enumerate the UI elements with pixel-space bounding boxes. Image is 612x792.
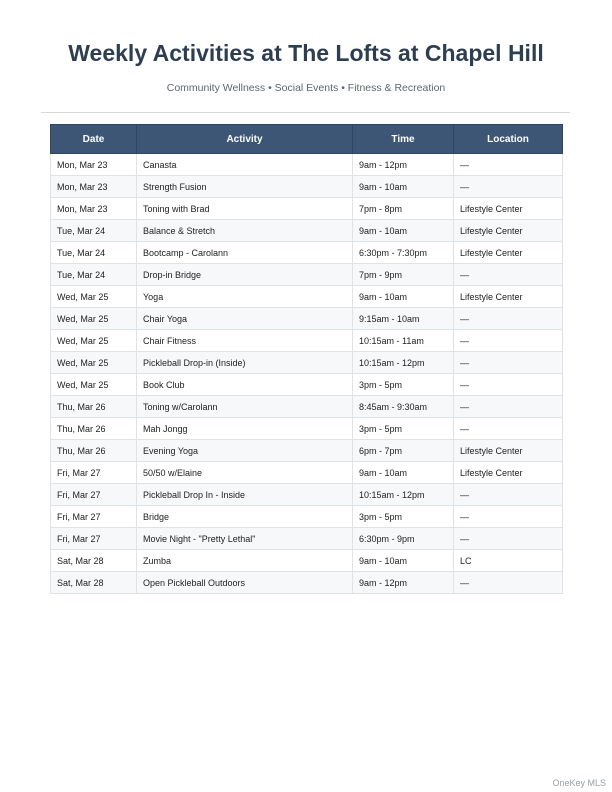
cell-time: 7pm - 8pm [353,198,454,220]
cell-date: Sat, Mar 28 [51,572,137,594]
cell-activity: Drop-in Bridge [137,264,353,286]
cell-location: — [454,396,563,418]
cell-location: Lifestyle Center [454,440,563,462]
cell-location: — [454,352,563,374]
cell-time: 9am - 10am [353,176,454,198]
cell-activity: 50/50 w/Elaine [137,462,353,484]
cell-time: 10:15am - 12pm [353,352,454,374]
cell-time: 9am - 12pm [353,572,454,594]
cell-date: Mon, Mar 23 [51,198,137,220]
table-row [51,572,563,594]
cell-time: 3pm - 5pm [353,506,454,528]
cell-time: 10:15am - 11am [353,330,454,352]
cell-location: LC [454,550,563,572]
cell-time: 7pm - 9pm [353,264,454,286]
column-header-location: Location [454,125,563,154]
page-subtitle: Community Wellness • Social Events • Fitness & Recreation [166,82,446,94]
table-row [51,220,563,242]
cell-date: Mon, Mar 23 [51,154,137,176]
table-row [51,308,563,330]
cell-date: Wed, Mar 25 [51,308,137,330]
cell-activity: Toning with Brad [137,198,353,220]
table-body [51,154,563,594]
cell-activity: Zumba [137,550,353,572]
cell-time: 9am - 10am [353,220,454,242]
cell-activity: Balance & Stretch [137,220,353,242]
cell-activity: Bridge [137,506,353,528]
cell-location: — [454,528,563,550]
divider [41,112,570,113]
table-row [51,550,563,572]
cell-location: — [454,484,563,506]
cell-location: Lifestyle Center [454,198,563,220]
cell-date: Thu, Mar 26 [51,396,137,418]
table-row [51,154,563,176]
cell-time: 6pm - 7pm [353,440,454,462]
table-row [51,330,563,352]
cell-time: 10:15am - 12pm [353,484,454,506]
cell-location: — [454,308,563,330]
table-row [51,176,563,198]
cell-date: Wed, Mar 25 [51,330,137,352]
header-row [51,125,563,154]
column-header-time: Time [353,125,454,154]
column-header-activity: Activity [137,125,353,154]
table-row [51,264,563,286]
table-row [51,506,563,528]
cell-time: 9am - 12pm [353,154,454,176]
table-row [51,352,563,374]
cell-date: Sat, Mar 28 [51,550,137,572]
activities-table [50,124,563,594]
cell-activity: Bootcamp - Carolann [137,242,353,264]
cell-date: Fri, Mar 27 [51,462,137,484]
cell-activity: Pickleball Drop In - Inside [137,484,353,506]
cell-location: Lifestyle Center [454,220,563,242]
cell-time: 6:30pm - 7:30pm [353,242,454,264]
cell-activity: Toning w/Carolann [137,396,353,418]
cell-location: — [454,176,563,198]
cell-time: 3pm - 5pm [353,374,454,396]
cell-location: — [454,330,563,352]
cell-location: Lifestyle Center [454,242,563,264]
cell-activity: Open Pickleball Outdoors [137,572,353,594]
cell-date: Tue, Mar 24 [51,242,137,264]
table-row [51,528,563,550]
table-row [51,396,563,418]
cell-activity: Mah Jongg [137,418,353,440]
cell-location: — [454,506,563,528]
cell-date: Thu, Mar 26 [51,418,137,440]
cell-location: — [454,154,563,176]
table-row [51,418,563,440]
column-header-date: Date [51,125,137,154]
cell-date: Wed, Mar 25 [51,286,137,308]
cell-activity: Movie Night - "Pretty Lethal" [137,528,353,550]
watermark: OneKey MLS [552,778,606,788]
table-row [51,462,563,484]
cell-location: — [454,572,563,594]
table-row [51,374,563,396]
table-row [51,286,563,308]
page-title: Weekly Activities at The Lofts at Chapel Hill [68,40,544,66]
cell-time: 8:45am - 9:30am [353,396,454,418]
cell-location: — [454,264,563,286]
cell-date: Mon, Mar 23 [51,176,137,198]
cell-activity: Canasta [137,154,353,176]
cell-time: 9am - 10am [353,550,454,572]
cell-time: 9am - 10am [353,286,454,308]
cell-date: Fri, Mar 27 [51,506,137,528]
cell-date: Fri, Mar 27 [51,484,137,506]
cell-activity: Chair Yoga [137,308,353,330]
cell-date: Wed, Mar 25 [51,352,137,374]
cell-activity: Pickleball Drop-in (Inside) [137,352,353,374]
cell-activity: Chair Fitness [137,330,353,352]
cell-location: Lifestyle Center [454,462,563,484]
cell-time: 9:15am - 10am [353,308,454,330]
cell-activity: Strength Fusion [137,176,353,198]
table-header [51,125,563,154]
cell-date: Thu, Mar 26 [51,440,137,462]
table-row [51,242,563,264]
cell-location: Lifestyle Center [454,286,563,308]
table-row [51,198,563,220]
cell-location: — [454,374,563,396]
cell-date: Tue, Mar 24 [51,264,137,286]
cell-date: Wed, Mar 25 [51,374,137,396]
cell-date: Tue, Mar 24 [51,220,137,242]
table-row [51,440,563,462]
cell-time: 9am - 10am [353,462,454,484]
table-row [51,484,563,506]
cell-location: — [454,418,563,440]
cell-activity: Yoga [137,286,353,308]
cell-date: Fri, Mar 27 [51,528,137,550]
cell-activity: Evening Yoga [137,440,353,462]
cell-activity: Book Club [137,374,353,396]
cell-time: 3pm - 5pm [353,418,454,440]
cell-time: 6:30pm - 9pm [353,528,454,550]
